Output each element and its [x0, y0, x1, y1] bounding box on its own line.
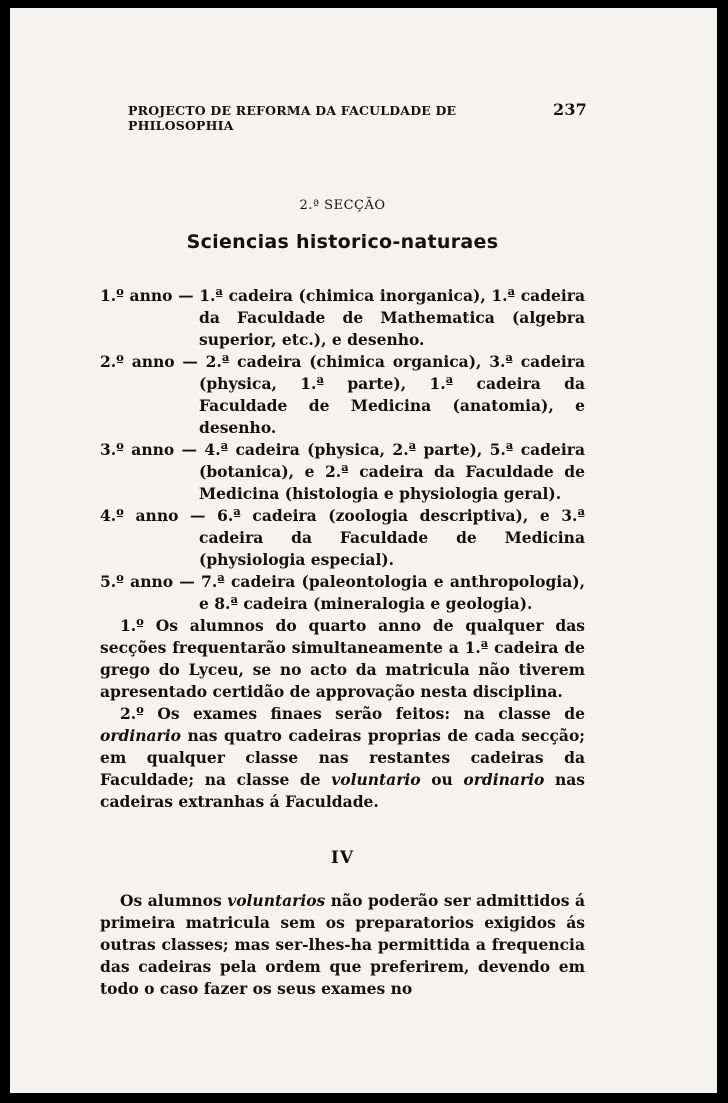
- year-label: 3.º anno —: [100, 440, 205, 459]
- note-2-italic: ordinario: [463, 770, 545, 789]
- paragraph-text: Os alumnos: [120, 891, 228, 910]
- chapter-paragraph: [100, 890, 585, 1000]
- note-2-italic: ordinario: [100, 726, 181, 745]
- page-number: 237: [553, 100, 587, 119]
- year-text: 6.ª cadeira (zoologia descriptiva), e 3.ª cadeira da Faculdade de Medicina (physiologia especial).: [199, 506, 586, 569]
- year-entry: [100, 351, 585, 439]
- paragraph-italic: voluntarios: [227, 891, 326, 910]
- chapter-number: IV: [330, 848, 355, 868]
- year-text: 1.ª cadeira (chimica inorganica), 1.ª cadeira da Faculdade de Mathematica (algebra superior, etc.), e desenho.: [199, 286, 585, 349]
- year-label: 1.º anno —: [100, 286, 200, 305]
- year-entry: [100, 505, 585, 571]
- note-2-italic: voluntario: [331, 770, 421, 789]
- running-title: PROJECTO DE REFORMA DA FACULDADE DE PHILOSOPHIA: [128, 103, 457, 133]
- year-text: 2.ª cadeira (chimica organica), 3.ª cadeira (physica, 1.ª parte), 1.ª cadeira da Faculdade de Medicina (anatomia), e desenho.: [199, 352, 585, 437]
- note-2: [100, 703, 585, 813]
- year-label: 4.º anno —: [100, 506, 218, 525]
- year-label: 5.º anno —: [100, 572, 202, 591]
- book-page: [10, 8, 717, 1093]
- note-1: 1.º Os alumnos do quarto anno de qualquer das secções frequentarão simultaneamente a 1.ª cadeira de grego do Lyceu, se no acto da matricula não tiverem apresentado certidão de approvação nesta disciplina.: [100, 616, 585, 701]
- year-entry: [100, 285, 585, 351]
- year-label: 2.º anno —: [100, 352, 206, 371]
- year-entry: [100, 571, 585, 615]
- note-2-text: nas cadeiras extranhas á Faculdade.: [100, 770, 586, 811]
- note-2-text: nas quatro cadeiras proprias de cada secção; em qualquer classe nas restantes cadeiras da Faculdade; na classe de: [100, 726, 585, 789]
- paragraph-text: não poderão ser admittidos á primeira matricula sem os preparatorios exigidos ás outras classes; mas ser-lhes-ha permittida a frequencia das cadeiras pela ordem que preferirem, devendo em todo o caso fazer os seus exames no: [100, 891, 585, 998]
- section-title: Sciencias historico-naturaes: [186, 231, 499, 253]
- page-content: [100, 100, 585, 1016]
- section-label: 2.ª SECÇÃO: [299, 198, 386, 213]
- year-text: 4.ª cadeira (physica, 2.ª parte), 5.ª cadeira (botanica), e 2.ª cadeira da Faculdade de Medicina (histologia e physiologia geral).: [199, 440, 585, 503]
- year-text: 7.ª cadeira (paleontologia e anthropologia), e 8.ª cadeira (mineralogia e geologia).: [199, 572, 586, 613]
- year-entry: [100, 439, 585, 505]
- notes: [100, 615, 585, 813]
- year-list: [100, 285, 585, 615]
- note-2-text: 2.º Os exames finaes serão feitos: na classe de: [120, 704, 585, 723]
- running-header: [128, 100, 587, 133]
- note-2-text: ou: [420, 770, 464, 789]
